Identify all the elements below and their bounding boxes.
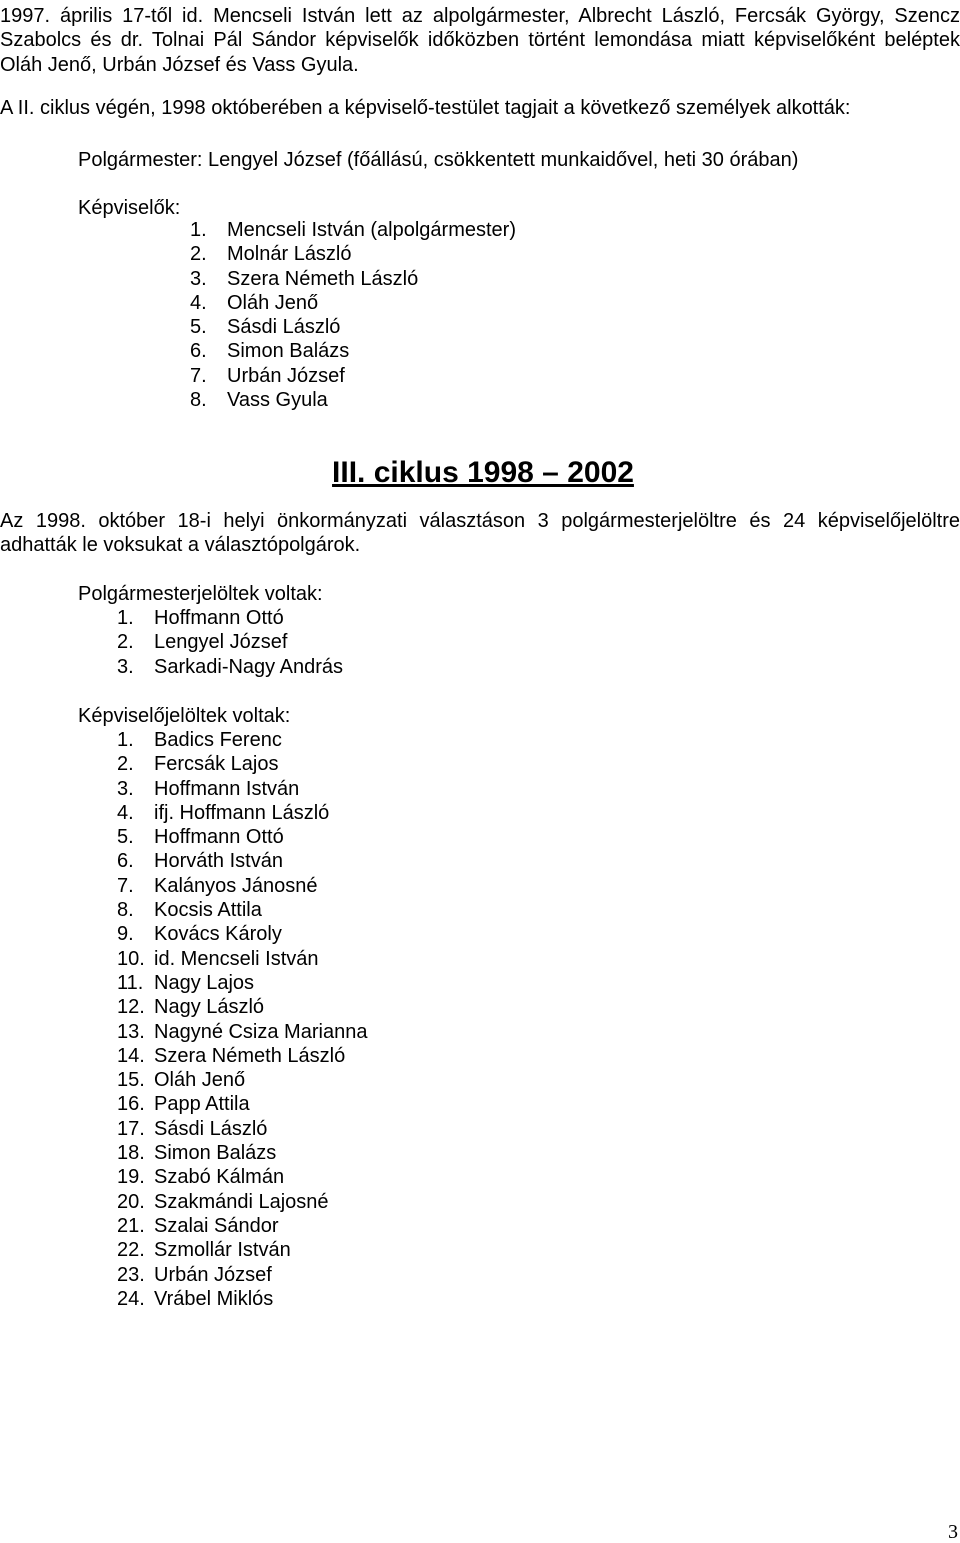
- representatives-title: Képviselők:: [78, 197, 181, 219]
- item-name: Oláh Jenő: [154, 1069, 246, 1092]
- list-item: [117, 1117, 367, 1141]
- list-item: [117, 1287, 367, 1311]
- item-name: Urbán József: [154, 1263, 272, 1286]
- item-name: Oláh Jenő: [227, 291, 319, 314]
- item-name: Szalai Sándor: [154, 1214, 279, 1237]
- list-item: [190, 339, 516, 363]
- list-item: [117, 1044, 367, 1068]
- item-number: 2.: [117, 631, 134, 654]
- item-name: Hoffmann Ottó: [154, 826, 284, 849]
- list-item: [117, 1238, 367, 1262]
- item-name: Szera Németh László: [227, 267, 419, 290]
- list-item: [190, 242, 516, 266]
- list-item: [117, 606, 343, 630]
- item-name: id. Mencseli István: [154, 947, 319, 970]
- item-name: Nagyné Csiza Marianna: [154, 1020, 368, 1043]
- list-item: [117, 825, 367, 849]
- item-number: 8.: [190, 389, 207, 412]
- item-name: Simon Balázs: [154, 1142, 277, 1165]
- list-item: [117, 1214, 367, 1238]
- item-name: Szmollár István: [154, 1239, 291, 1262]
- intro-paragraph: 1997. április 17-től id. Mencseli István lett az alpolgármester, Albrecht László, Fercsák György, Szencz Szabolcs és dr. Tolnai Pál Sándor képviselők időközben történt lemondása miatt képviselőként beléptek Oláh Jenő, Urbán József és Vass Gyula.: [0, 5, 960, 76]
- item-number: 8.: [117, 899, 134, 922]
- list-item: [190, 267, 516, 291]
- item-name: Nagy László: [154, 996, 265, 1019]
- item-number: 7.: [190, 364, 207, 387]
- list-item: [117, 752, 367, 776]
- item-number: 12.: [117, 996, 145, 1019]
- item-number: 3.: [117, 777, 134, 800]
- item-number: 14.: [117, 1044, 145, 1067]
- item-number: 2.: [117, 753, 134, 776]
- item-number: 3.: [117, 655, 134, 678]
- list-item: [117, 728, 367, 752]
- list-item: [117, 1141, 367, 1165]
- item-number: 15.: [117, 1069, 145, 1092]
- item-number: 17.: [117, 1117, 145, 1140]
- item-number: 4.: [117, 801, 134, 824]
- item-name: Molnár László: [227, 243, 352, 266]
- item-name: Sásdi László: [227, 316, 341, 339]
- item-name: Kalányos Jánosné: [154, 874, 318, 897]
- election-paragraph: Az 1998. október 18-i helyi önkormányzati választáson 3 polgármesterjelöltre és 24 képviselőjelöltre adhatták le voksukat a választópolgárok.: [0, 510, 960, 557]
- item-name: Badics Ferenc: [154, 729, 282, 751]
- item-number: 16.: [117, 1093, 145, 1116]
- item-name: Simon Balázs: [227, 340, 350, 363]
- item-number: 2.: [190, 243, 207, 266]
- item-name: ifj. Hoffmann László: [154, 801, 330, 824]
- item-name: Sásdi László: [154, 1117, 268, 1140]
- mayor-candidates-list: [117, 606, 343, 679]
- item-number: 23.: [117, 1263, 145, 1286]
- item-name: Lengyel József: [154, 631, 288, 654]
- item-number: 11.: [117, 971, 144, 994]
- list-item: [190, 364, 516, 388]
- list-item: [117, 1068, 367, 1092]
- list-item: [117, 1263, 367, 1287]
- item-name: Szakmándi Lajosné: [154, 1190, 329, 1213]
- list-item: [117, 922, 367, 946]
- list-item: [117, 777, 367, 801]
- item-name: Kovács Károly: [154, 923, 282, 946]
- list-item: [117, 1020, 367, 1044]
- item-number: 21.: [117, 1214, 145, 1237]
- item-number: 6.: [117, 850, 134, 873]
- item-name: Vass Gyula: [227, 389, 328, 412]
- item-name: Hoffmann István: [154, 777, 300, 800]
- item-number: 18.: [117, 1142, 145, 1165]
- item-name: Nagy Lajos: [154, 971, 255, 994]
- item-number: 10.: [117, 947, 145, 970]
- item-name: Papp Attila: [154, 1093, 250, 1116]
- page-number: 3: [948, 1521, 958, 1543]
- item-name: Fercsák Lajos: [154, 753, 279, 776]
- list-item: [117, 1092, 367, 1116]
- list-item: [190, 218, 516, 242]
- item-number: 7.: [117, 874, 134, 897]
- list-item: [117, 947, 367, 971]
- item-name: Urbán József: [227, 364, 345, 387]
- item-number: 22.: [117, 1239, 145, 1262]
- item-number: 20.: [117, 1190, 145, 1213]
- item-name: Horváth István: [154, 850, 283, 873]
- list-item: [190, 291, 516, 315]
- item-name: Hoffmann Ottó: [154, 607, 284, 629]
- list-item: [117, 874, 367, 898]
- list-item: [117, 630, 343, 654]
- list-item: [117, 801, 367, 825]
- item-name: Mencseli István (alpolgármester): [227, 219, 516, 241]
- representative-candidates-list: [117, 728, 367, 1311]
- representative-candidates-title: Képviselőjelöltek voltak:: [78, 705, 291, 727]
- item-number: 1.: [117, 607, 134, 629]
- item-name: Kocsis Attila: [154, 899, 262, 922]
- list-item: [190, 315, 516, 339]
- item-number: 19.: [117, 1166, 145, 1189]
- item-number: 24.: [117, 1287, 145, 1310]
- item-number: 5.: [190, 316, 207, 339]
- cycle2-paragraph: A II. ciklus végén, 1998 októberében a képviselő-testület tagjait a következő személyek alkották:: [0, 97, 851, 119]
- item-name: Szera Németh László: [154, 1044, 346, 1067]
- mayor-line: Polgármester: Lengyel József (főállású, csökkentett munkaidővel, heti 30 órában): [78, 149, 799, 171]
- item-name: Szabó Kálmán: [154, 1166, 285, 1189]
- item-number: 6.: [190, 340, 207, 363]
- item-number: 3.: [190, 267, 207, 290]
- cycle3-heading: III. ciklus 1998 – 2002: [332, 456, 634, 489]
- item-number: 5.: [117, 826, 134, 849]
- list-item: [117, 849, 367, 873]
- list-item: [117, 971, 367, 995]
- item-number: 13.: [117, 1020, 145, 1043]
- item-number: 1.: [190, 219, 207, 241]
- item-number: 9.: [117, 923, 134, 946]
- item-number: 4.: [190, 291, 207, 314]
- item-name: Vrábel Miklós: [154, 1287, 274, 1310]
- item-name: Sarkadi-Nagy András: [154, 655, 343, 678]
- list-item: [117, 1165, 367, 1189]
- list-item: [117, 898, 367, 922]
- mayor-candidates-title: Polgármesterjelöltek voltak:: [78, 583, 323, 605]
- list-item: [117, 655, 343, 679]
- list-item: [117, 1190, 367, 1214]
- list-item: [117, 995, 367, 1019]
- item-number: 1.: [117, 729, 134, 751]
- representatives-list: [190, 218, 516, 412]
- list-item: [190, 388, 516, 412]
